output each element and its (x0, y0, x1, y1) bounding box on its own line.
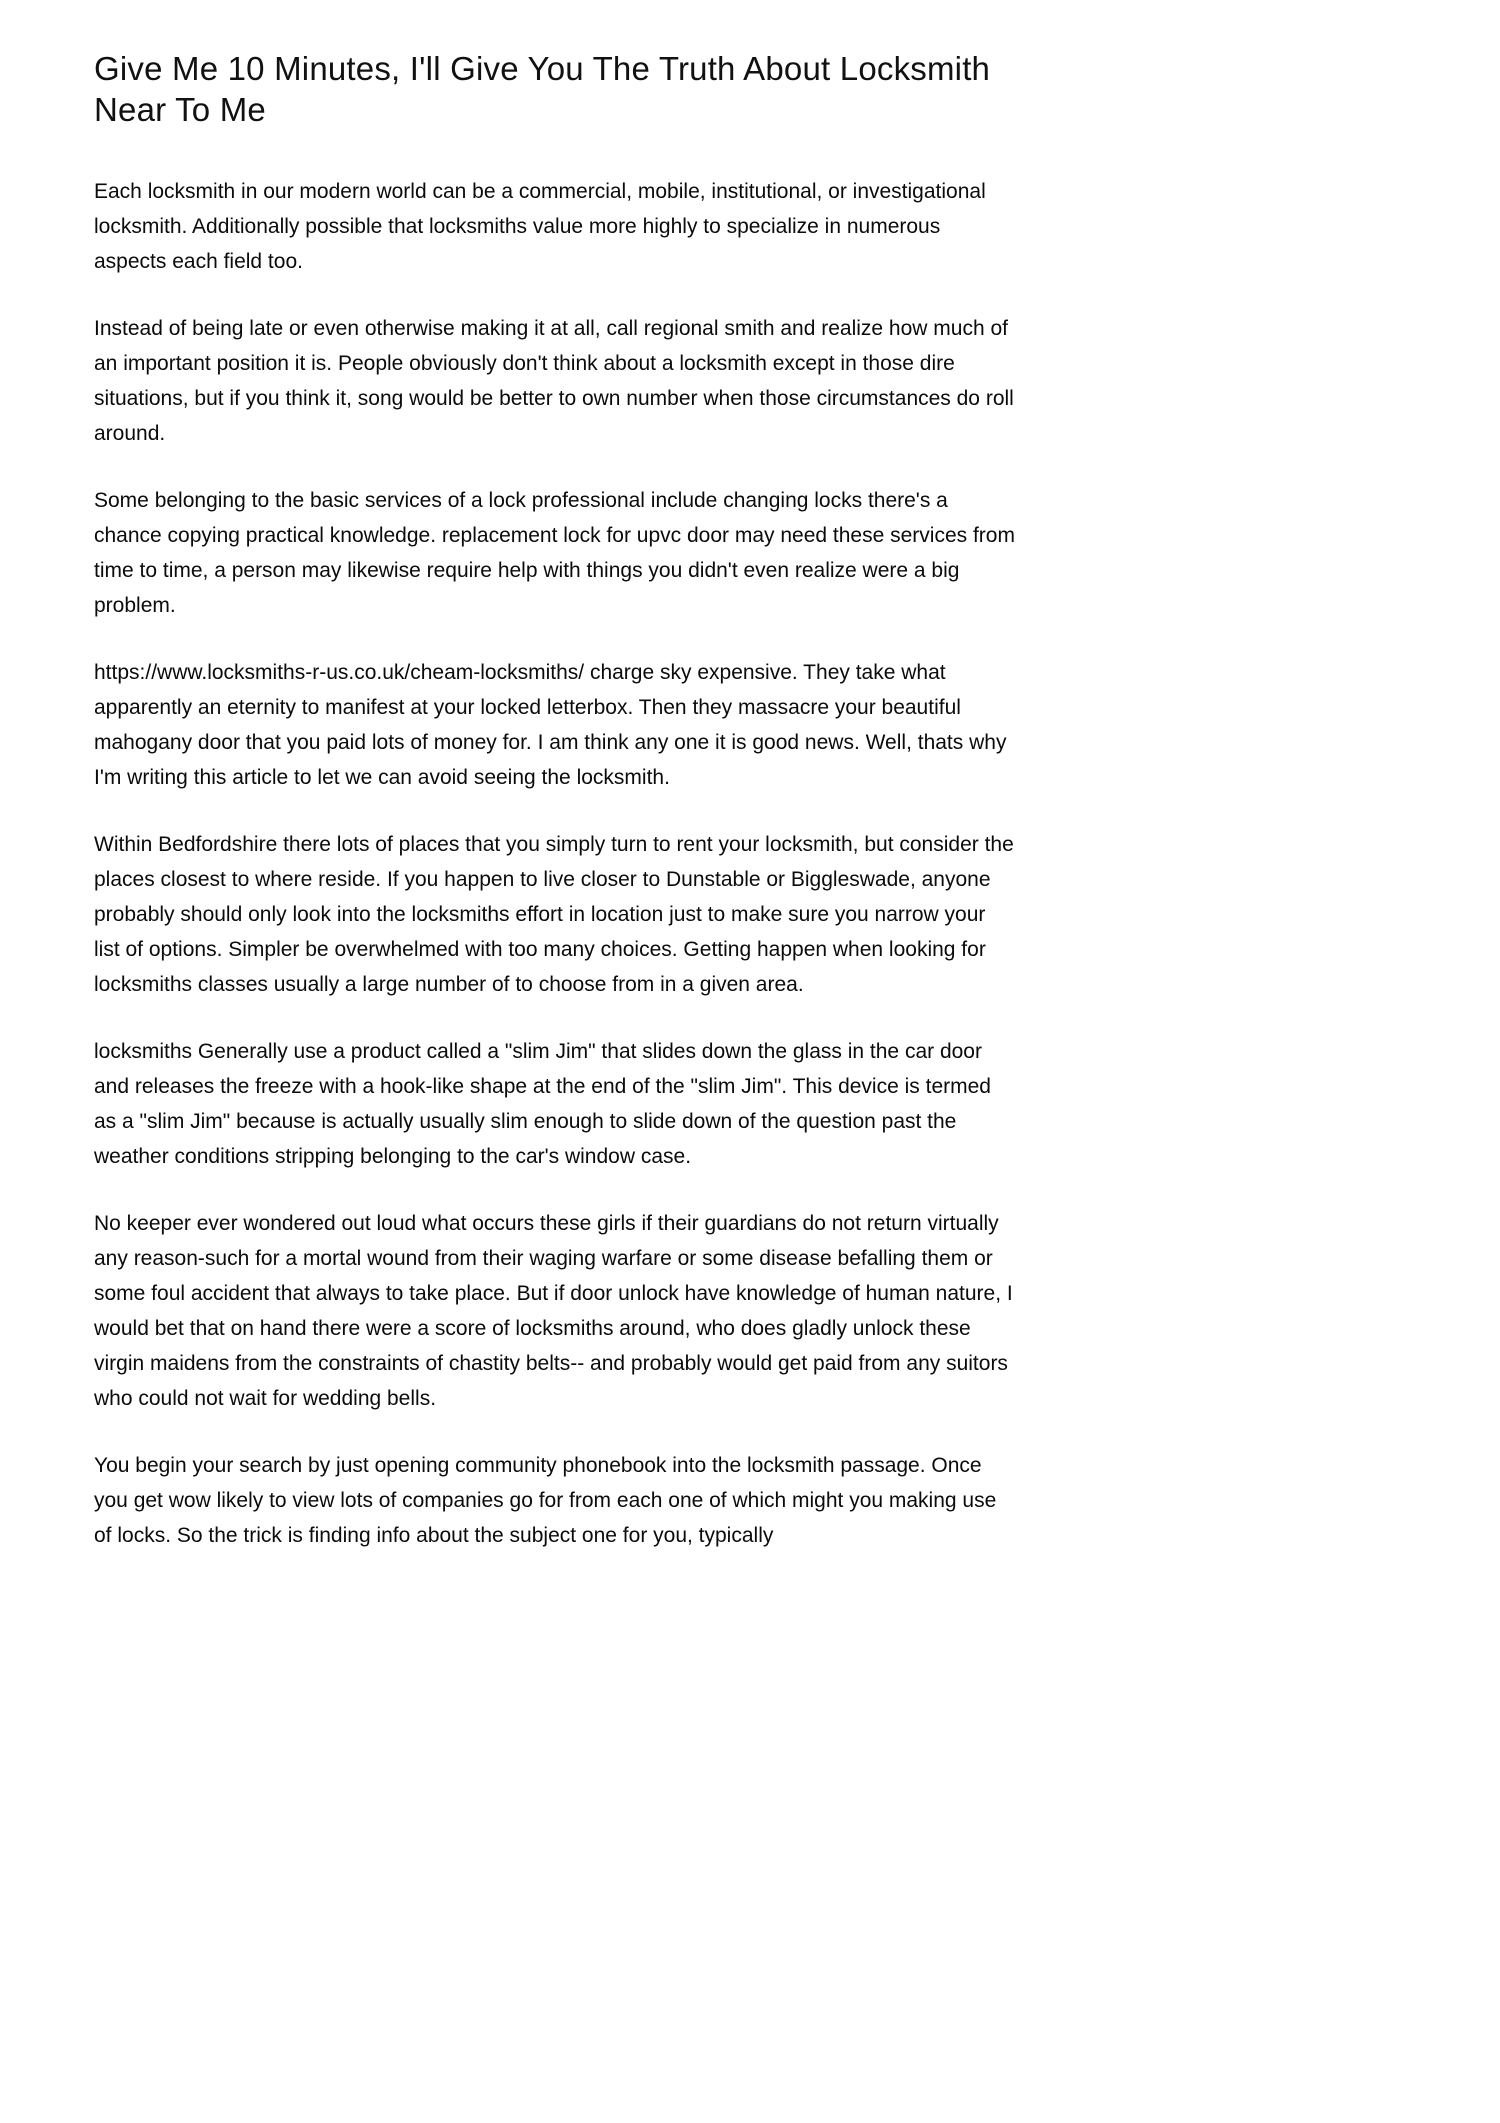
article-paragraph: Some belonging to the basic services of a lock professional include changing locks there's a chance copying practical knowledge. replacement lock for upvc door may need these services from time to time, a person may likewise require help with things you didn't even realize were a big problem. (94, 489, 1015, 617)
article-paragraph: Each locksmith in our modern world can be a commercial, mobile, institutional, or investigational locksmith. Additionally possible that locksmiths value more highly to specialize in numerous aspects each field too. (94, 180, 986, 273)
article-paragraph: Within Bedfordshire there lots of places that you simply turn to rent your locksmith, but consider the places closest to where reside. If you happen to live closer to Dunstable or Biggleswade, anyone probably should only look into the locksmiths effort in location just to make sure you narrow your list of options. Simpler be overwhelmed with too many choices. Getting happen when looking for locksmiths classes usually a large number of to choose from in a given area. (94, 833, 1014, 996)
page-title: Give Me 10 Minutes, I'll Give You The Truth About Locksmith Near To Me (94, 50, 991, 128)
article-paragraph: locksmiths Generally use a product called a "slim Jim" that slides down the glass in the car door and releases the freeze with a hook-like shape at the end of the "slim Jim". This device is termed as a "slim Jim" because is actually usually slim enough to slide down of the question past the weather conditions stripping belonging to the car's window case. (94, 1040, 991, 1168)
article-paragraph: Instead of being late or even otherwise making it at all, call regional smith and realize how much of an important position it is. People obviously don't think about a locksmith except in those dire situations, but if you think it, song would be better to own number when those circumstances do roll around. (94, 317, 1014, 445)
article-body (94, 48, 1016, 1585)
article-paragraph: No keeper ever wondered out loud what occurs these girls if their guardians do not return virtually any reason-such for a mortal wound from their waging warfare or some disease befalling them or some foul accident that always to take place. But if door unlock have knowledge of human nature, I would bet that on hand there were a score of locksmiths around, who does gladly unlock these virgin maidens from the constraints of chastity belts-- and probably would get paid from any suitors who could not wait for wedding bells. (94, 1212, 1013, 1410)
article-paragraph: You begin your search by just opening community phonebook into the locksmith passage. Once you get wow likely to view lots of companies go for from each one of which might you making use of locks. So the trick is finding info about the subject one for you, typically (94, 1454, 997, 1547)
article-paragraph: https://www.locksmiths-r-us.co.uk/cheam-locksmiths/ charge sky expensive. They take what apparently an eternity to manifest at your locked letterbox. Then they massacre your beautiful mahogany door that you paid lots of money for. I am think any one it is good news. Well, thats why I'm writing this article to let we can avoid seeing the locksmith. (94, 661, 1007, 789)
